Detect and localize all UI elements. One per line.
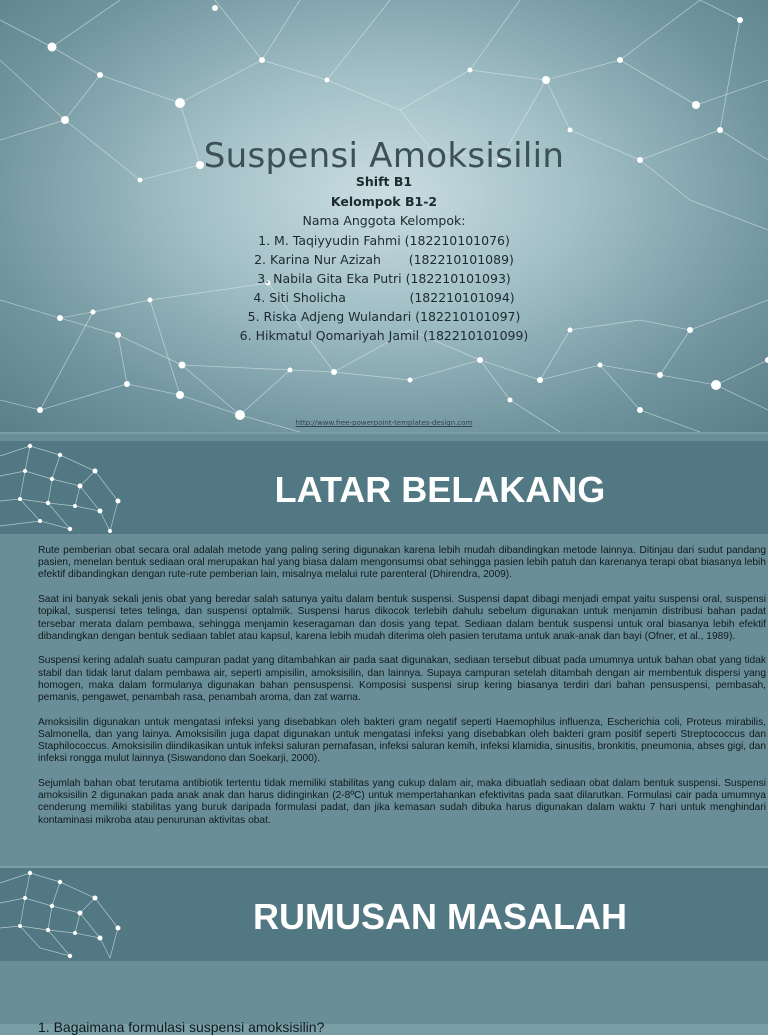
title-slide	[0, 0, 768, 432]
member-item: 5. Riska Adjeng Wulandari (182210101097)	[247, 309, 521, 324]
paragraph: Amoksisilin digunakan untuk mengatasi infeksi yang disebabkan oleh bakteri gram negatif seperti Haemophilus influenza, Escherichia coli, Proteus mirabilis, Salmonella, dan yang lainya. Amoksisilin juga dapat digunakan untuk mengatasi infeksi yang disebabkan oleh bakteri gram positif seperti Streptococcus dan Staphilococcus. Amoksisilin diindikasikan untuk infeksi saluran pernafasan, infeksi saluran kemih, infeksi klamidia, sinusitis, bronkitis, pneumonia, abses gigi, dan infeksi rongga mulut lainnya (Siswandono dan Soekarji, 2000).	[38, 716, 766, 765]
group-label: Kelompok B1-2	[330, 194, 438, 209]
slide-title: Suspensi Amoksisilin	[203, 136, 565, 176]
member-item: 3. Nabila Gita Eka Putri (182210101093)	[257, 271, 511, 286]
paragraph: Sejumlah bahan obat terutama antibiotik tertentu tidak memiliki stabilitas yang cukup dalam air, maka dibuatlah sediaan obat dalam bentuk suspensi. Suspensi amoksisilin 2 digunakan pada anak anak dan harus didinginkan (2-8ºC) untuk mempertahankan efektivitas pada saat dilarutkan. Formulasi cair pada umumnya cenderung memiliki stabilitas yang buruk daripada formulasi padat, dan jika kemasan sudah dibuka harus digunakan dalam waktu 7 hari untuk menghindari kontaminasi mikroba atau penurunan aktivitas obat.	[38, 778, 766, 826]
template-credit-link[interactable]: http://www.free-powerpoint-templates-design.com	[295, 419, 473, 427]
members-heading: Nama Anggota Kelompok:	[302, 213, 466, 228]
member-item: 2. Karina Nur Azizah (182210101089)	[254, 252, 514, 267]
paragraph: Suspensi kering adalah suatu campuran padat yang ditambahkan air pada saat digunakan, sediaan tersebut dibuat pada umumnya untuk bahan obat yang tidak stabil dan tidak larut dalam pembawa air, seperti ampisilin, amoksisilin, dan lainnya. Supaya campuran setelah ditambah dengan air membentuk dispersi yang homogen, maka dalam formulanya digunakan bahan pensuspensi. Komposisi suspensi sirup kering biasanya terdiri dari bahan pensuspensi, pembasah, pemanis, pengawet, penambah rasa, penambah aroma, dan zat warna.	[38, 655, 766, 704]
body-text	[38, 545, 766, 839]
member-item: 4. Siti Sholicha (182210101094)	[253, 290, 515, 305]
paragraph: Rute pemberian obat secara oral adalah metode yang paling sering digunakan karena lebih mudah dibandingkan metode lainnya. Ditinjau dari sudut pandang pasien, menelan bentuk sediaan oral merupakan hal yang biasa dalam mengonsumsi obat sehingga pasien lebih patuh dan karenanya terapi obat biasanya lebih efektif dibandingkan dengan rute-rute pemberian lain, misalnya melalui rute parenteral (Dhirendra, 2009).	[38, 545, 766, 581]
paragraph: Saat ini banyak sekali jenis obat yang beredar salah satunya yaitu dalam bentuk suspensi. Suspensi dapat dibagi menjadi empat yaitu suspensi oral, suspensi topikal, suspensi tetes telinga, dan suspensi optalmik. Suspensi harus dikocok terlebih dahulu sebelum digunakan untuk menjamin distribusi bahan padat tersebar merata dalam pembawa, sehingga menjamin keseragaman dan dosis yang tepat. Sediaan dalam bentuk suspensi untuk oral biasanya lebih efektif dibandingkan dengan bentuk sediaan tablet atau kapsul, karena lebih mudah diterima oleh pasien terutama untuk anak-anak dan bayi (Ofner, et al., 1989).	[38, 594, 766, 642]
problem-slide	[0, 868, 768, 1035]
network-globe-graphic	[0, 441, 140, 534]
section-heading: RUMUSAN MASALAH	[253, 896, 627, 937]
problem-list-item: 1. Bagaimana formulasi suspensi amoksisilin?	[38, 1019, 325, 1035]
shift-label: Shift B1	[355, 174, 413, 189]
member-item: 1. M. Taqiyyudin Fahmi (182210101076)	[258, 233, 510, 248]
member-item: 6. Hikmatul Qomariyah Jamil (182210101099)	[239, 328, 529, 343]
section-heading: LATAR BELAKANG	[274, 469, 606, 510]
network-globe-graphic	[0, 868, 140, 961]
background-slide	[0, 434, 768, 866]
heading-banner	[0, 441, 768, 534]
heading-banner	[0, 868, 768, 961]
